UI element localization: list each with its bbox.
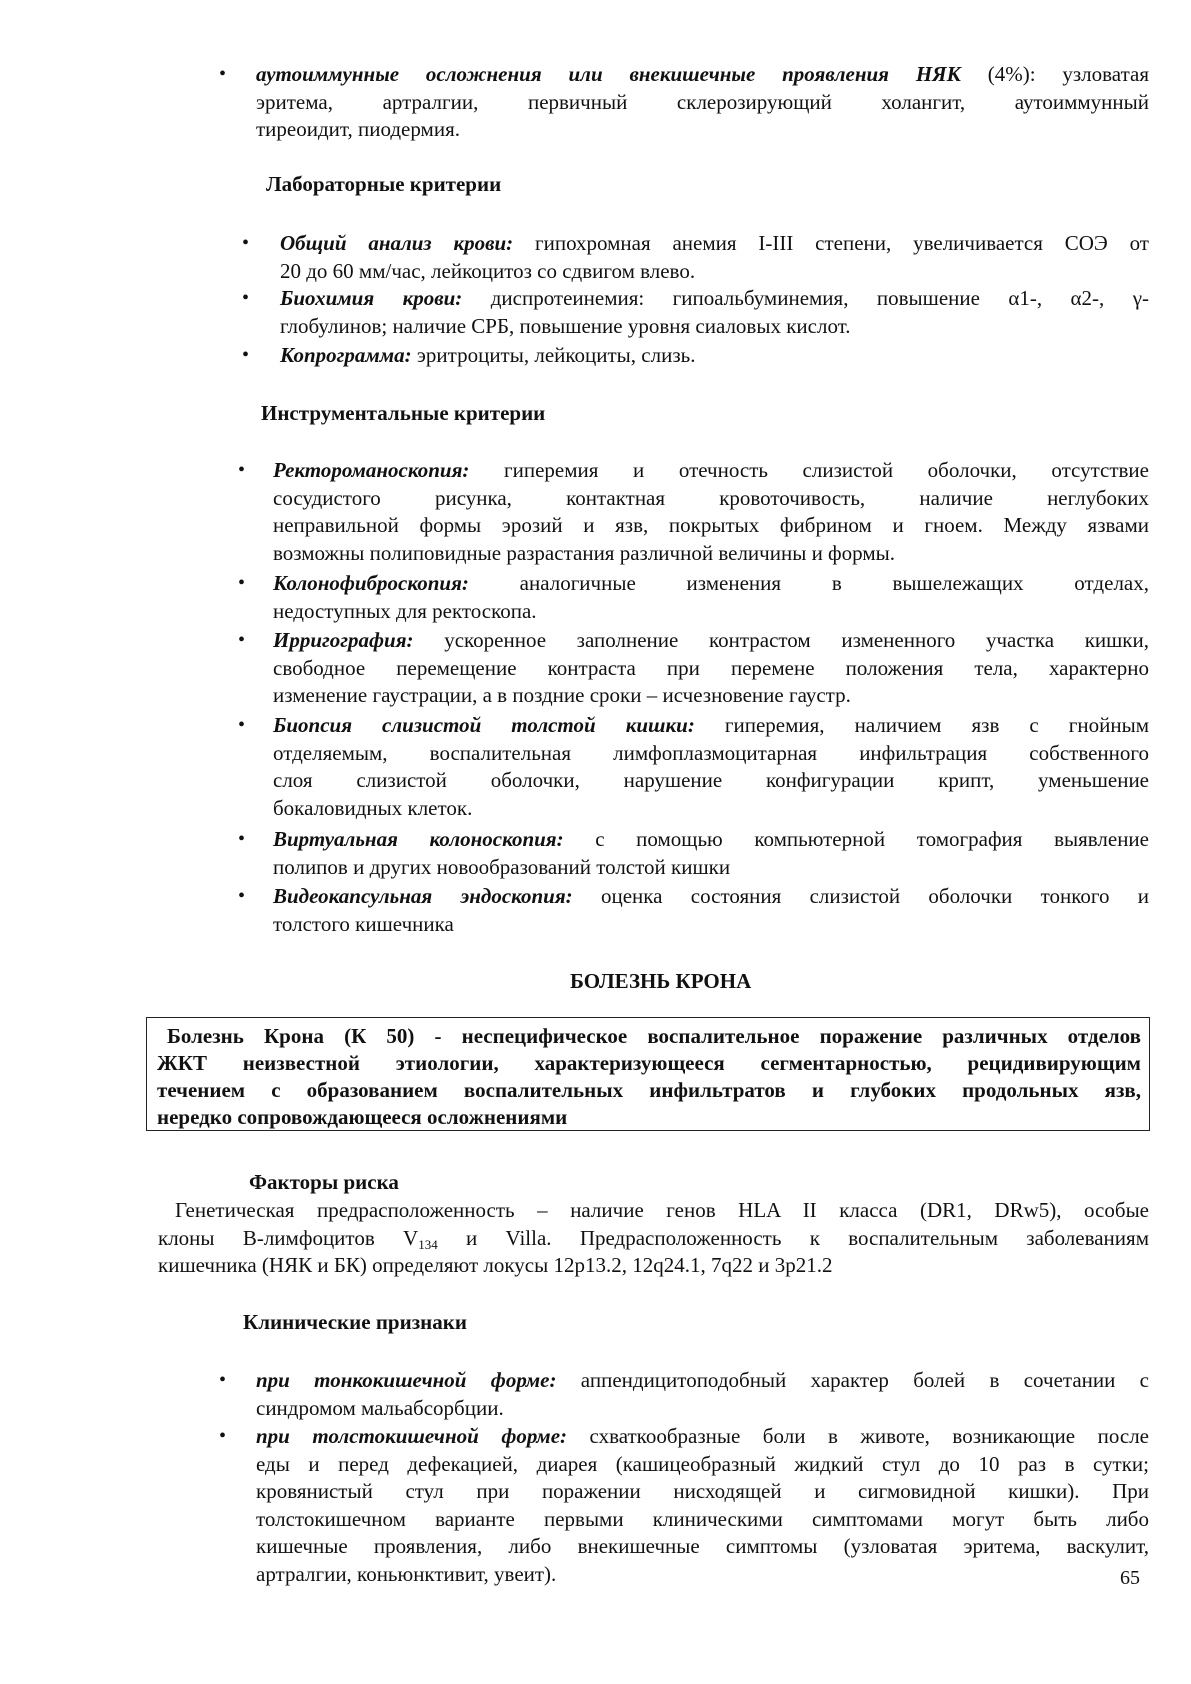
lab-heading: Лабораторные критерии: [266, 172, 502, 196]
instr-item-irrigography: [273, 627, 1149, 710]
definition-box: [146, 1017, 1150, 1131]
risk-heading: Факторы риска: [249, 1170, 399, 1194]
term: аутоиммунные осложнения или внекишечные проявления НЯК: [256, 62, 961, 86]
text-line: полипов и других новообразований толстой кишки: [273, 854, 731, 879]
autoimmune-item: [256, 61, 1149, 144]
text-line: неправильной формы эрозий и язв, покрытых фибрином и гноем. Между язвами: [273, 513, 1149, 537]
lab-item-biochem: [280, 285, 1149, 340]
text-line: эритроциты, лейкоциты, слизь.: [411, 343, 696, 367]
bullet-marker: •: [219, 63, 227, 85]
term: Копрограмма:: [280, 343, 412, 367]
instr-heading: Инструментальные критерии: [261, 401, 546, 425]
risk-paragraph: [158, 1197, 1149, 1280]
text-line: слоя слизистой оболочки, нарушение конфигурации крипт, уменьшение: [273, 768, 1149, 792]
bullet-marker: •: [242, 344, 250, 366]
instr-item-biopsy: [273, 712, 1149, 822]
bullet-marker: •: [219, 1425, 227, 1447]
clinical-item-colon: [256, 1423, 1149, 1588]
text-line: с помощью компьютерной томография выявление: [563, 827, 1149, 851]
text-line: синдромом мальабсорбции.: [256, 1395, 504, 1420]
term: Ирригография:: [273, 628, 414, 652]
term: Видеокапсульная эндоскопия:: [273, 884, 573, 908]
text-line: еды и перед дефекацией, диарея (кашицеобразный жидкий стул до 10 раз в сутки;: [256, 1451, 1149, 1476]
text-line: аналогичные изменения в вышележащих отделах,: [468, 571, 1149, 595]
bullet-marker: •: [238, 459, 246, 481]
term: Колонофиброскопия:: [273, 571, 469, 595]
text-line: отделяемым, воспалительная лимфоплазмоцитарная инфильтрация собственного: [273, 740, 1149, 765]
text-line: гиперемия и отечность слизистой оболочки, отсутствие: [469, 458, 1149, 482]
section-title: БОЛЕЗНЬ КРОНА: [570, 969, 752, 993]
text-line: 20 до 60 мм/час, лейкоцитоз со сдвигом влево.: [280, 258, 696, 283]
term: Виртуальная колоноскопия:: [273, 827, 564, 851]
text-line: толстого кишечника: [273, 911, 454, 936]
text-line: сосудистого рисунка, контактная кровоточивость, наличие неглубоких: [273, 485, 1149, 510]
instr-item-rectoscopy: [273, 457, 1149, 567]
text-line: схваткообразные боли в животе, возникающие после: [567, 1424, 1149, 1448]
instr-item-colonofibro: [273, 570, 1149, 625]
bullet-marker: •: [238, 714, 246, 736]
text-line: артралгии, коньюнктивит, увеит).: [256, 1561, 557, 1586]
text-fragment: и Villa. Предрасположенность к воспалительным заболеваниям: [437, 1225, 1149, 1250]
bullet-marker: •: [242, 287, 250, 309]
text-line: изменение гаустрации, а в поздние сроки – исчезновение гаустр.: [273, 683, 851, 707]
text-line: кишечные проявления, либо внекишечные симптомы (узловатая эритема, васкулит,: [256, 1534, 1149, 1558]
text-line: оценка состояния слизистой оболочки тонкого и: [572, 884, 1149, 908]
text-line: аппендицитоподобный характер болей в сочетании с: [556, 1368, 1149, 1392]
text-line: Генетическая предрасположенность – наличие генов HLA II класса (DR1, DRw5), особые: [175, 1198, 1149, 1222]
text-line: кровянистый стул при поражении нисходящей и сигмовидной кишки). При: [256, 1479, 1149, 1503]
text-line: глобулинов; наличие СРБ, повышение уровня сиаловых кислот.: [280, 313, 851, 338]
text-line: гипохромная анемия I-III степени, увеличивается СОЭ от: [513, 231, 1149, 255]
text-line: недоступных для ректоскопа.: [273, 598, 537, 623]
text-line: гиперемия, наличием язв с гнойным: [694, 713, 1149, 737]
definition-line: Болезнь Крона (К 50) - неспецифическое воспалительное поражение различных отделов: [167, 1024, 1141, 1048]
text-line: бокаловидных клеток.: [273, 795, 473, 820]
text-line: ускоренное заполнение контрастом измененного участка кишки,: [413, 628, 1149, 652]
term: при толстокишечной форме:: [256, 1424, 568, 1448]
text-line: (4%): узловатая: [960, 62, 1149, 86]
definition-line: течением с образованием воспалительных инфильтратов и глубоких продольных язв,: [157, 1078, 1141, 1102]
bullet-marker: •: [238, 629, 246, 651]
definition-line: ЖКТ неизвестной этиологии, характеризующееся сегментарностью, рецидивирующим: [157, 1051, 1141, 1075]
clinical-item-small-bowel: [256, 1367, 1149, 1422]
bullet-marker: •: [238, 828, 246, 850]
text-line: диспротеинемия: гипоальбуминемия, повышение α1-, α2-, γ-: [462, 286, 1149, 310]
text-line: [158, 1225, 1149, 1253]
text-line: толстокишечном варианте первыми клиническими симптомами могут быть либо: [256, 1506, 1149, 1531]
text-line: кишечника (НЯК и БК) определяют локусы 12p13.2, 12q24.1, 7q22 и 3p21.2: [158, 1253, 833, 1277]
term: Ректороманоскопия:: [273, 458, 470, 482]
instr-item-virtual-colonoscopy: [273, 826, 1149, 881]
text-line: тиреоидит, пиодермия.: [256, 117, 460, 141]
clinical-heading: Клинические признаки: [243, 1310, 467, 1334]
text-fragment: клоны В-лимфоцитов V: [158, 1225, 419, 1250]
text-line: эритема, артралгии, первичный склерозирующий холангит, аутоиммунный: [256, 89, 1149, 114]
term: Биохимия крови:: [280, 286, 463, 310]
lab-item-blood: [280, 230, 1149, 285]
instr-item-capsule-endoscopy: [273, 883, 1149, 938]
definition-line: нередко сопровождающееся осложнениями: [157, 1105, 568, 1129]
term: Биопсия слизистой толстой кишки:: [273, 713, 695, 737]
page-number: 65: [1120, 1567, 1140, 1589]
term: при тонкокишечной форме:: [256, 1368, 557, 1392]
bullet-marker: •: [238, 572, 246, 594]
text-line: свободное перемещение контраста при перемене положения тела, характерно: [273, 655, 1149, 680]
lab-item-coprogram: [280, 342, 1149, 370]
subscript: 134: [418, 1236, 438, 1252]
text-line: возможны полиповидные разрастания различной величины и формы.: [273, 540, 895, 565]
bullet-marker: •: [219, 1369, 227, 1391]
bullet-marker: •: [238, 885, 246, 907]
term: Общий анализ крови:: [280, 231, 514, 255]
bullet-marker: •: [242, 232, 250, 254]
